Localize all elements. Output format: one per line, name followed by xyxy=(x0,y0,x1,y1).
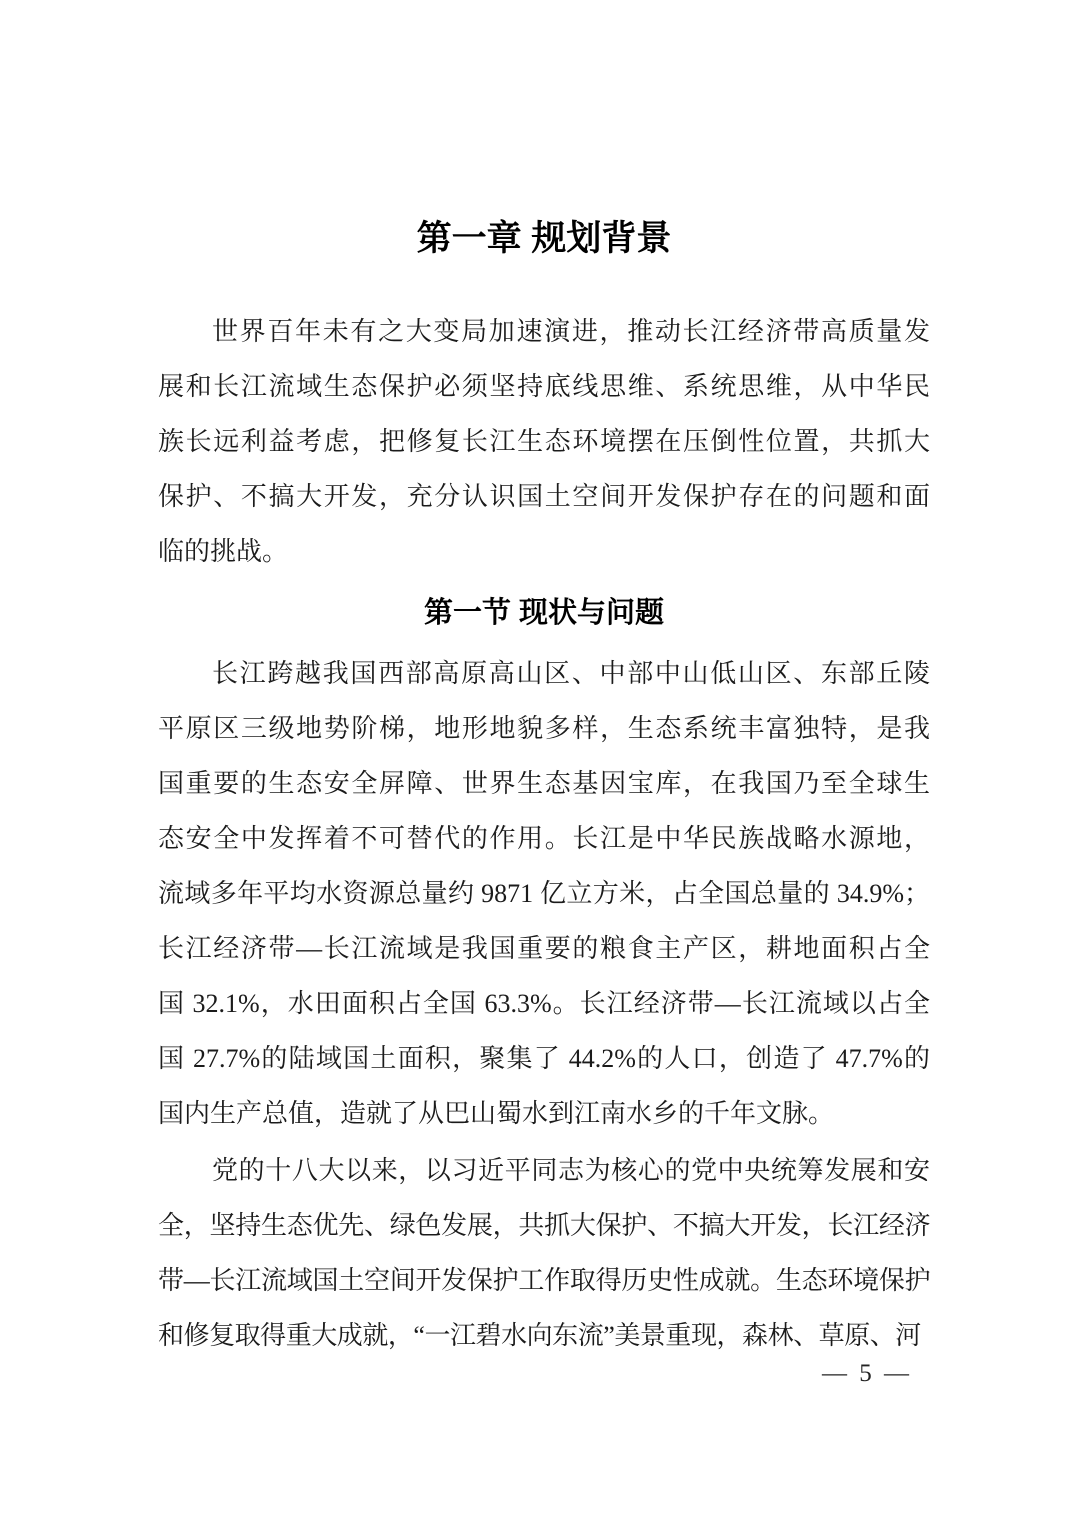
body-line: 族长远利益考虑，把修复长江生态环境摆在压倒性位置，共抓大 xyxy=(158,427,930,456)
body-line: 国内生产总值，造就了从巴山蜀水到江南水乡的千年文脉。 xyxy=(158,1099,835,1128)
page-number: — 5 — xyxy=(822,1360,912,1387)
body-line: 国 32.1%，水田面积占全国 63.3%。长江经济带—长江流域以占全 xyxy=(158,989,930,1018)
body-line: 长江跨越我国西部高原高山区、中部中山低山区、东部丘陵 xyxy=(212,659,930,688)
paragraph xyxy=(158,1143,930,1363)
body-line: 全，坚持生态优先、绿色发展，共抓大保护、不搞大开发，长江经济 xyxy=(158,1211,930,1240)
body-line: 态安全中发挥着不可替代的作用。长江是中华民族战略水源地， xyxy=(158,824,930,853)
body-line: 和修复取得重大成就，“一江碧水向东流”美景重现，森林、草原、河 xyxy=(158,1321,921,1350)
paragraph xyxy=(158,304,930,579)
body-line: 国 27.7%的陆域国土面积，聚集了 44.2%的人口，创造了 47.7%的 xyxy=(158,1044,930,1073)
body-line: 保护、不搞大开发，充分认识国土空间开发保护存在的问题和面 xyxy=(158,482,930,511)
body-line: 国重要的生态安全屏障、世界生态基因宝库，在我国乃至全球生 xyxy=(158,769,930,798)
body-line: 展和长江流域生态保护必须坚持底线思维、系统思维，从中华民 xyxy=(158,372,930,401)
body-line: 临的挑战。 xyxy=(158,537,289,566)
body-line: 世界百年未有之大变局加速演进，推动长江经济带高质量发 xyxy=(212,317,930,346)
body-line: 流域多年平均水资源总量约 9871 亿立方米，占全国总量的 34.9%； xyxy=(158,879,930,908)
body-line: 党的十八大以来，以习近平同志为核心的党中央统筹发展和安 xyxy=(212,1156,930,1185)
body-line: 长江经济带—长江流域是我国重要的粮食主产区，耕地面积占全 xyxy=(158,934,930,963)
section-heading: 第一节 现状与问题 xyxy=(423,597,665,629)
body-line: 带—长江流域国土空间开发保护工作取得历史性成就。生态环境保护 xyxy=(158,1266,930,1295)
paragraph xyxy=(158,646,930,1141)
chapter-title: 第一章 规划背景 xyxy=(416,219,672,258)
body-line: 平原区三级地势阶梯，地形地貌多样，生态系统丰富独特，是我 xyxy=(158,714,930,743)
